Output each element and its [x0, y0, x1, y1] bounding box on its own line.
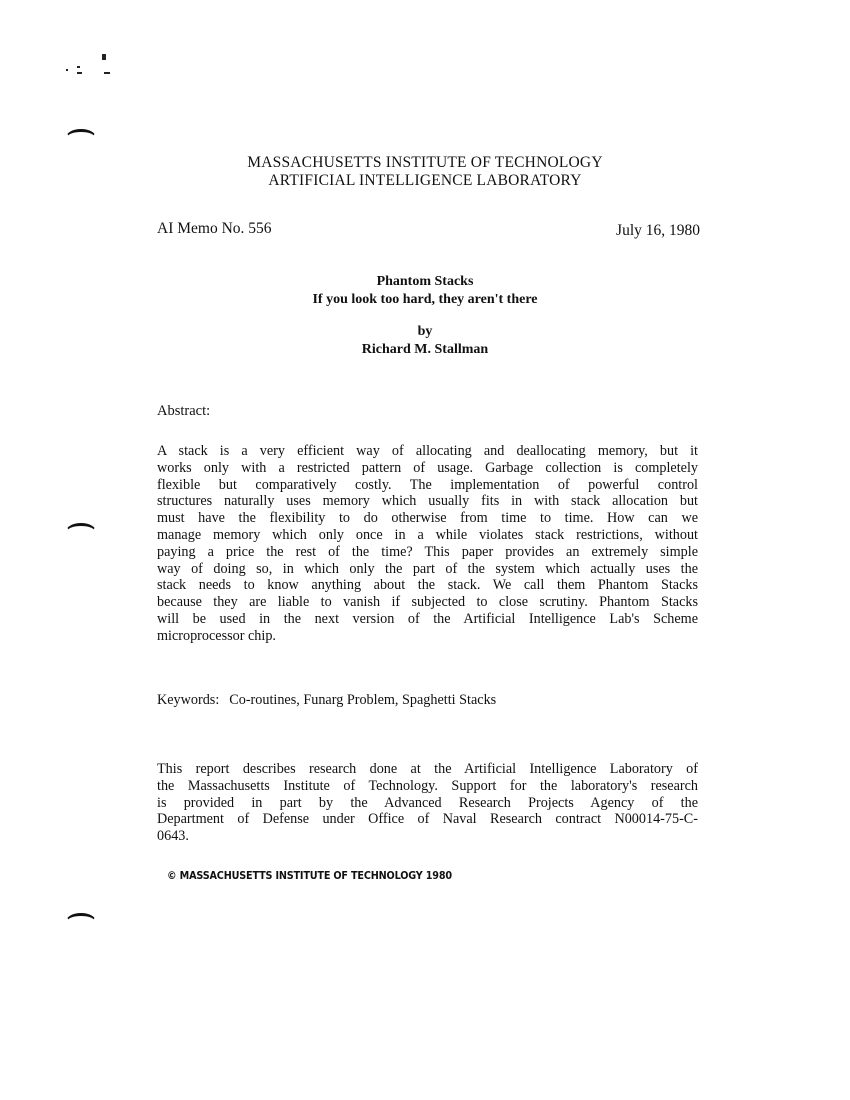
abstract-line: way of doing so, in which only the part of the system which actually uses the — [157, 560, 698, 577]
laboratory-heading: ARTIFICIAL INTELLIGENCE LABORATORY — [268, 172, 582, 189]
acknowledgement-line: is provided in part by the Advanced Research Projects Agency of the — [157, 794, 698, 811]
acknowledgement-line: This report describes research done at the Artificial Intelligence Laboratory of — [157, 761, 698, 777]
abstract-line: microprocessor chip. — [157, 627, 276, 644]
acknowledgement-line: Department of Defense under Office of Naval Research contract N00014-75-C- — [157, 811, 698, 828]
acknowledgement-body — [157, 761, 698, 845]
abstract-line: works only with a restricted pattern of usage. Garbage collection is completely — [157, 459, 698, 476]
paper-subtitle: If you look too hard, they aren't there — [312, 292, 538, 307]
memo-date: July 16, 1980 — [616, 222, 700, 239]
abstract-label: Abstract: — [157, 403, 211, 419]
memo-number: AI Memo No. 556 — [157, 220, 272, 237]
abstract-line: because they are liable to vanish if subjected to close scrutiny. Phantom Stacks — [157, 594, 698, 611]
copyright-icon: © — [167, 870, 177, 882]
byline-by: by — [417, 324, 433, 339]
keywords-label: Keywords: — [157, 692, 220, 708]
copyright-notice — [167, 870, 452, 882]
binder-hole-mark-middle — [66, 523, 96, 540]
author-name: Richard M. Stallman — [361, 342, 489, 357]
abstract-line: stack needs to know anything about the stack. We call them Phantom Stacks — [157, 577, 698, 594]
acknowledgement-line: 0643. — [157, 828, 189, 845]
abstract-line: A stack is a very efficient way of allocating and deallocating memory, but it — [157, 443, 698, 459]
abstract-body — [157, 443, 698, 645]
acknowledgement-line: the Massachusetts Institute of Technology. Support for the laboratory's research — [157, 777, 698, 794]
institution-heading: MASSACHUSETTS INSTITUTE OF TECHNOLOGY — [247, 154, 603, 171]
abstract-line: manage memory which only once in a while violates stack restrictions, without — [157, 526, 698, 543]
paper-title: Phantom Stacks — [376, 274, 474, 289]
keywords-row — [157, 692, 496, 709]
scan-speck — [66, 69, 68, 71]
scan-speck — [104, 72, 110, 74]
abstract-line: structures naturally uses memory which usually fits in with stack allocation but — [157, 493, 698, 510]
scan-speck — [102, 54, 106, 60]
abstract-line: must have the flexibility to do otherwise from time to time. How can we — [157, 510, 698, 527]
copyright-text: MASSACHUSETTS INSTITUTE OF TECHNOLOGY 1980 — [179, 870, 452, 882]
abstract-line: will be used in the next version of the Artificial Intelligence Lab's Scheme — [157, 610, 698, 627]
keywords-value: Co-routines, Funarg Problem, Spaghetti Stacks — [229, 692, 497, 708]
scan-speck — [77, 66, 80, 68]
scan-speck — [77, 72, 82, 74]
abstract-line: paying a price the rest of the time? This paper provides an extremely simple — [157, 543, 698, 560]
binder-hole-mark-top — [66, 129, 96, 146]
binder-hole-mark-bottom — [66, 913, 96, 930]
abstract-line: flexible but comparatively costly. The implementation of powerful control — [157, 476, 698, 493]
